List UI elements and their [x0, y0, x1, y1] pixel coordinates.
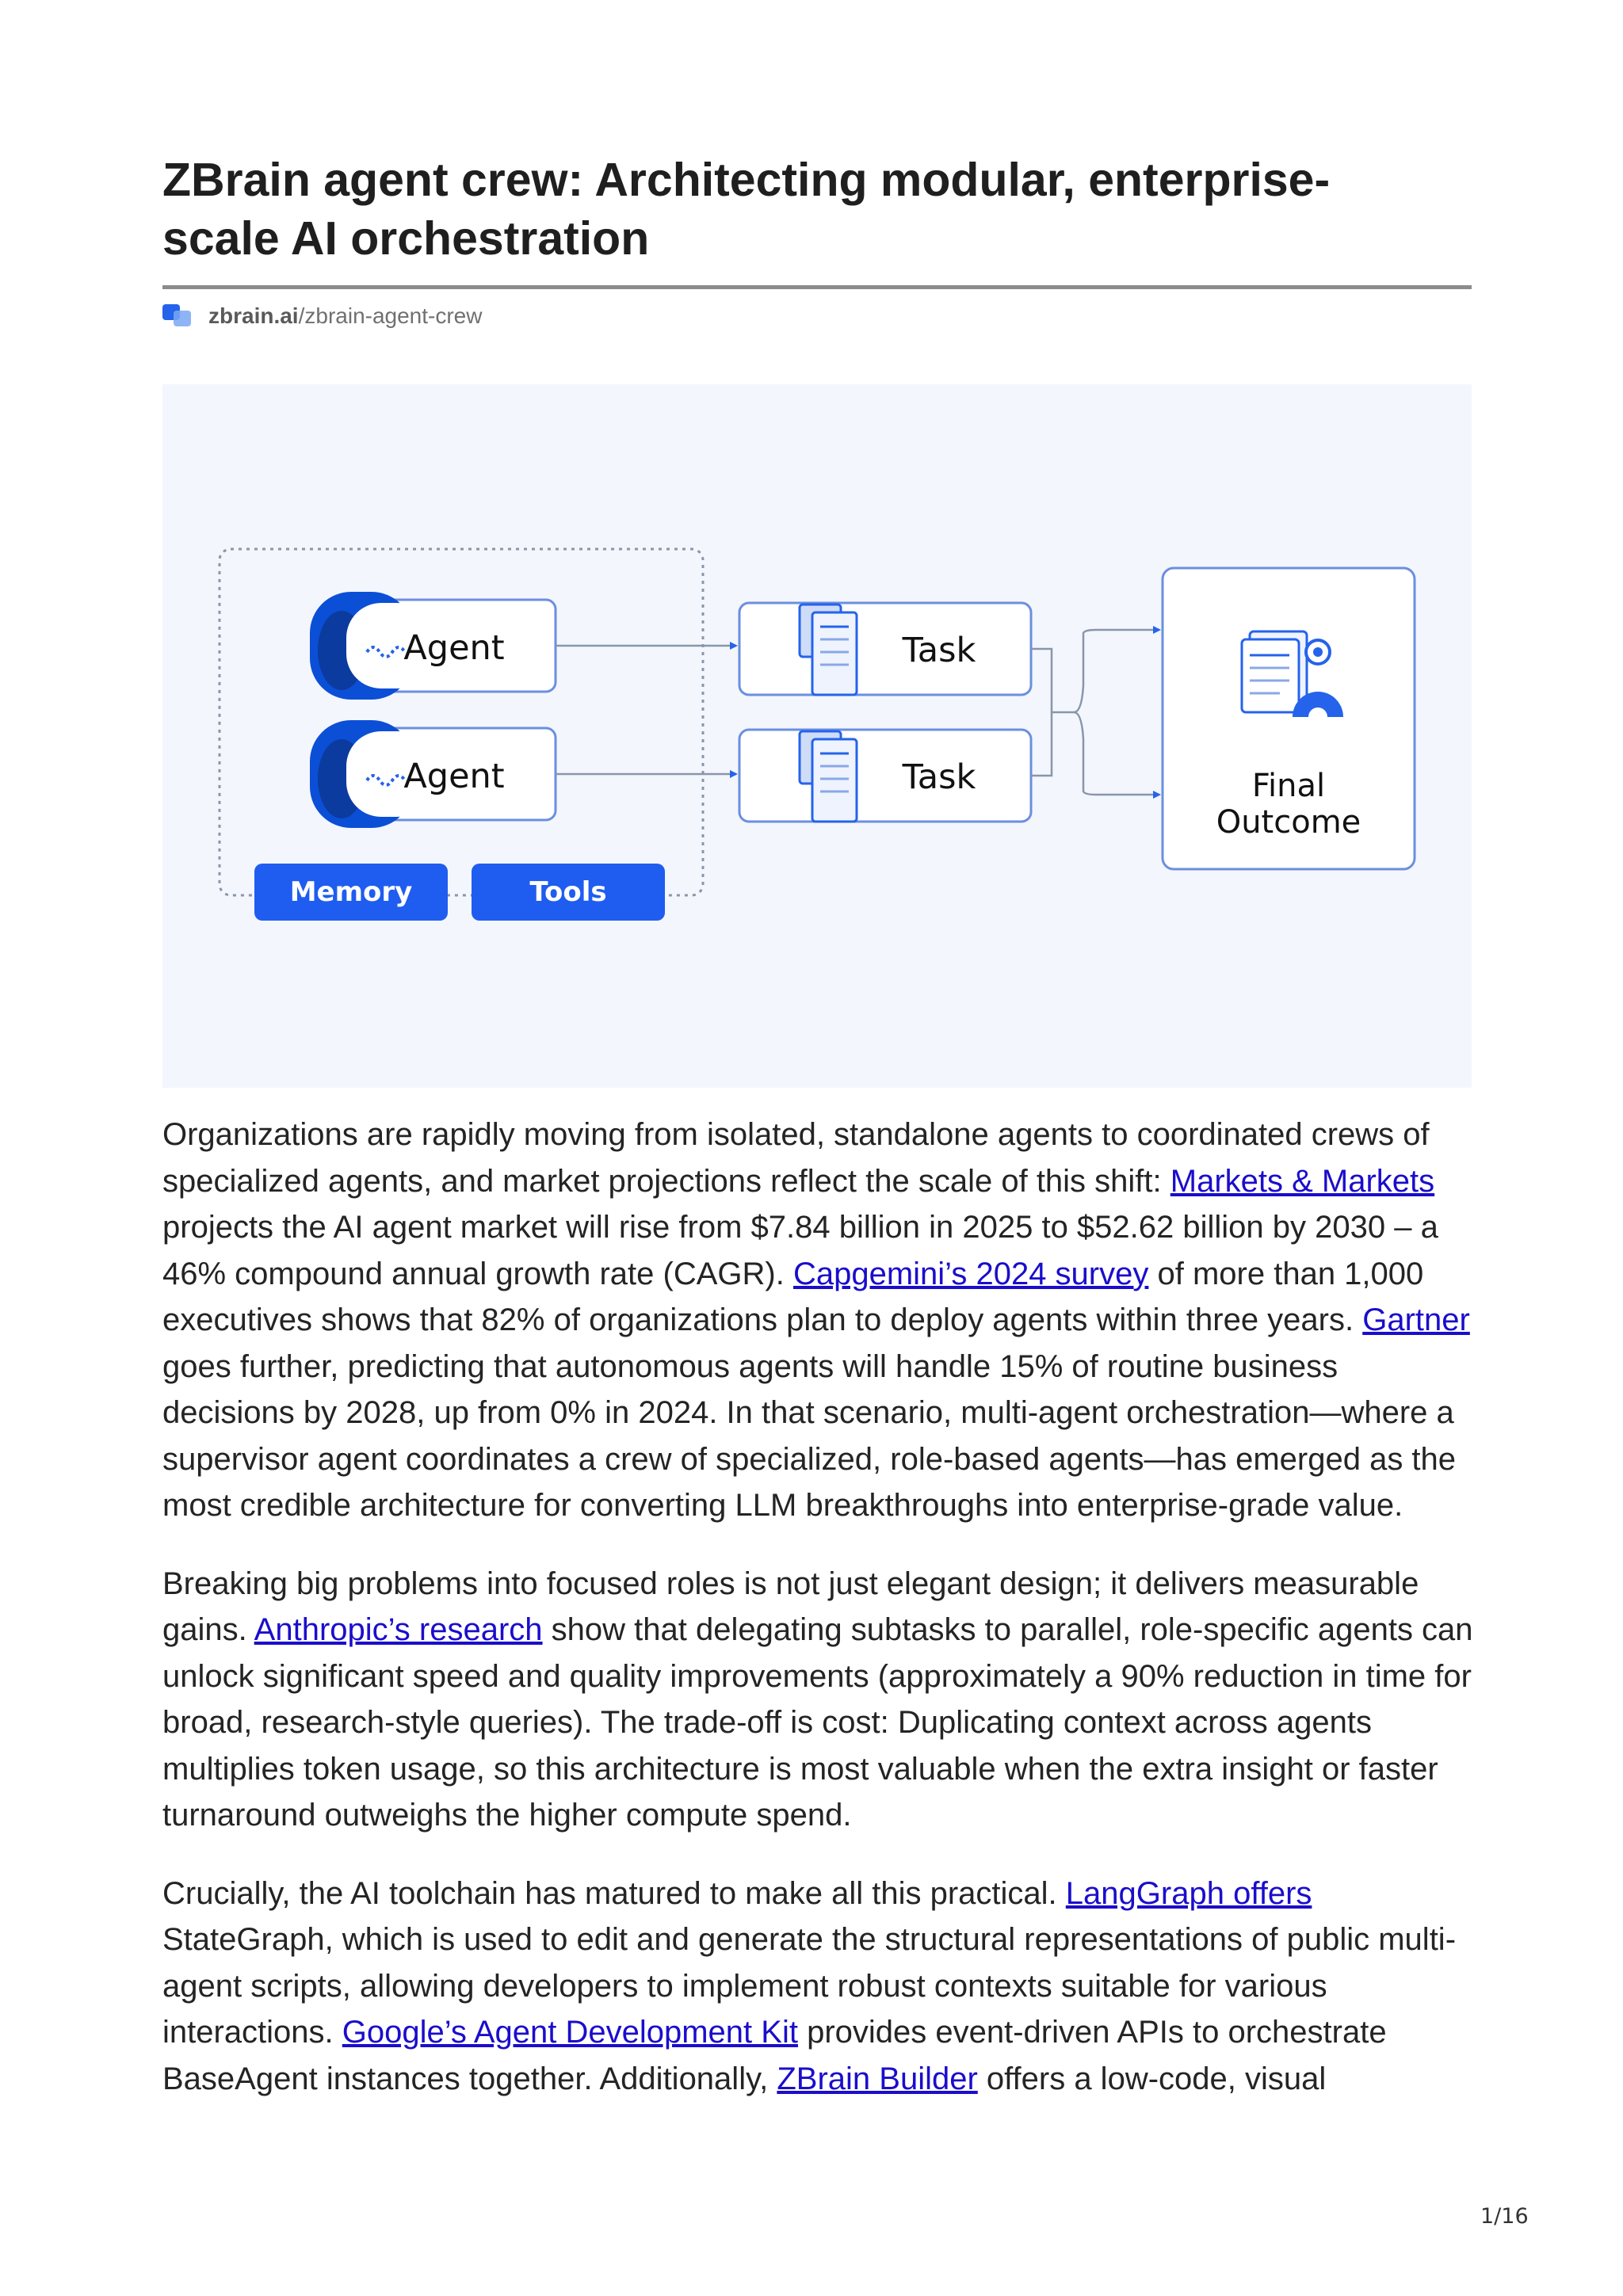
memory-box: [254, 864, 448, 921]
site-chat-icon: [162, 303, 193, 330]
connector-tasks-to-outcome: [1031, 649, 1074, 776]
agent-box-2: [310, 720, 556, 828]
link-anthropic-research[interactable]: Anthropic’s research: [254, 1612, 543, 1647]
p2-text-1: Breaking big problems into focused roles is not just elegant design; it delivers measurable gains.: [162, 1566, 1419, 1647]
title-line-2: scale AI orchestration: [162, 212, 650, 265]
agent-box-1: [310, 592, 556, 700]
arrow-to-outcome-bottom: [1074, 712, 1159, 795]
final-outcome-box: [1163, 568, 1415, 869]
tools-box: [472, 864, 665, 921]
task-label-1: Task: [902, 631, 976, 670]
agent-crew-diagram: [162, 384, 1472, 1088]
paragraph-2: [162, 1561, 1478, 1839]
article-title: [162, 151, 1472, 289]
link-capgemini-survey[interactable]: Capgemini’s 2024 survey: [792, 1256, 1149, 1291]
link-langgraph[interactable]: LangGraph offers: [1065, 1875, 1312, 1911]
document-page: [162, 151, 1473, 2096]
title-line-1: ZBrain agent crew: Architecting modular, enterprise-: [162, 154, 1331, 206]
link-markets-and-markets[interactable]: Markets & Markets: [1170, 1163, 1435, 1199]
diagram-svg: [162, 384, 1472, 1088]
p1-text-2: projects the AI agent market will rise from $7.84 billion in 2025 to $52.62 billion by 2030 – a 46% compound annual growth rate (CAGR).: [162, 1210, 1438, 1291]
agent-label-2: Agent: [403, 757, 505, 796]
task-box-2: [739, 730, 1031, 822]
task-label-2: Task: [902, 757, 976, 797]
p3-text-3: provides event-driven APIs to orchestrate BaseAgent instances together. Additionally,: [162, 2015, 1387, 2096]
p1-text-1: Organizations are rapidly moving from isolated, standalone agents to coordinated crews of specialized agents, and market projections reflect the scale of this shift:: [162, 1117, 1430, 1199]
tools-label: Tools: [529, 876, 607, 908]
link-gartner[interactable]: Gartner: [1362, 1302, 1470, 1337]
p3-text-1: Crucially, the AI toolchain has matured to make all this practical.: [162, 1875, 1066, 1911]
arrow-to-outcome-top: [1074, 630, 1159, 712]
source-url[interactable]: [162, 300, 1472, 332]
final-outcome-line2: Outcome: [1216, 804, 1361, 841]
p1-text-3: of more than 1,000 executives shows that 82% of organizations plan to deploy agents within three years.: [162, 1256, 1424, 1337]
source-path: /zbrain-agent-crew: [298, 303, 483, 328]
page-number: 1/16: [1480, 2204, 1529, 2229]
link-zbrain-builder[interactable]: ZBrain Builder: [777, 2061, 978, 2096]
agent-label-1: Agent: [403, 628, 505, 668]
paragraph-3: [162, 1871, 1478, 2103]
source-domain: zbrain.ai: [208, 303, 299, 328]
p2-text-2: show that delegating subtasks to parallel, role-specific agents can unlock significant speed and quality improvements (approximately a 90% reduction in time for broad, research-style queries). The trade-off is cost: Duplicating context across agents multiplies token usage, so this architecture is most valuable when the extra insight or faster turnaround outweighs the higher compute spend.: [162, 1612, 1473, 1833]
paragraph-1: [162, 1112, 1478, 1529]
final-outcome-line1: Final: [1251, 768, 1326, 804]
p1-text-4: goes further, predicting that autonomous agents will handle 15% of routine business decisions by 2028, up from 0% in 2024. In that scenario, multi-agent orchestration—where a supervisor agent coordinates a crew of specialized, role-based agents—has emerged as the most credible architecture for converting LLM breakthroughs into enterprise-grade value.: [162, 1348, 1457, 1523]
p3-text-2: StateGraph, which is used to edit and generate the structural representations of public multi-agent scripts, allowing developers to implement robust contexts suitable for various interactions.: [162, 1922, 1457, 2050]
article-body: [162, 1112, 1478, 2134]
task-box-1: [739, 603, 1031, 695]
link-google-adk[interactable]: Google’s Agent Development Kit: [342, 2015, 798, 2050]
p3-text-4: offers a low-code, visual: [977, 2061, 1327, 2096]
memory-label: Memory: [289, 876, 413, 908]
